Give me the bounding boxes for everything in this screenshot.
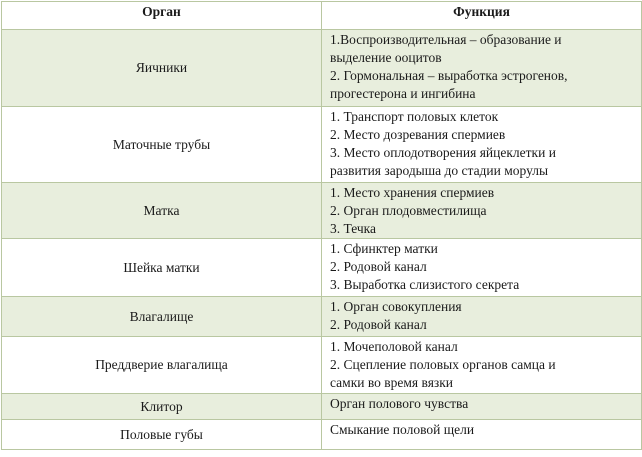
- function-line: 1. Транспорт половых клеток: [330, 109, 499, 124]
- organ-function-table: [1, 1, 642, 450]
- organ-cell: Яичники: [2, 30, 322, 107]
- organ-cell: Влагалище: [2, 297, 322, 337]
- organ-cell: Матка: [2, 183, 322, 239]
- function-line: 2. Родовой канал: [330, 259, 427, 274]
- table-row: [2, 394, 642, 420]
- table-row: [2, 107, 642, 183]
- table-row: [2, 183, 642, 239]
- function-line: 1. Место хранения спермиев: [330, 185, 495, 200]
- function-line: 2. Родовой канал: [330, 317, 427, 332]
- organ-cell: Шейка матки: [2, 239, 322, 297]
- function-line: 1. Орган совокупления: [330, 299, 462, 314]
- function-cell: [322, 107, 642, 183]
- function-line: 2. Гормональная – выработка эстрогенов,: [330, 68, 568, 83]
- table-row: [2, 297, 642, 337]
- header-function: Функция: [322, 2, 642, 30]
- function-cell: [322, 183, 642, 239]
- table-header-row: [2, 2, 642, 30]
- function-cell: [322, 420, 642, 450]
- function-line: 2. Место дозревания спермиев: [330, 127, 506, 142]
- table-row: [2, 30, 642, 107]
- function-line: 1. Мочеполовой канал: [330, 339, 458, 354]
- function-cell: [322, 337, 642, 394]
- table-row: [2, 420, 642, 450]
- function-line: 2. Сцепление половых органов самца и: [330, 357, 556, 372]
- function-line: прогестерона и ингибина: [330, 86, 476, 101]
- function-cell: [322, 394, 642, 420]
- function-line: 1. Сфинктер матки: [330, 241, 438, 256]
- function-line: 3. Течка: [330, 221, 377, 236]
- organ-cell: Клитор: [2, 394, 322, 420]
- function-line: Орган полового чувства: [330, 396, 469, 411]
- function-line: 3. Место оплодотворения яйцеклетки и: [330, 145, 556, 160]
- header-organ: Орган: [2, 2, 322, 30]
- function-cell: [322, 30, 642, 107]
- function-line: Смыкание половой щели: [330, 422, 475, 437]
- organ-cell: Половые губы: [2, 420, 322, 450]
- function-line: 2. Орган плодовместилища: [330, 203, 487, 218]
- table-row: [2, 239, 642, 297]
- organ-cell: Преддверие влагалища: [2, 337, 322, 394]
- function-line: 3. Выработка слизистого секрета: [330, 277, 520, 292]
- function-line: 1.Воспроизводительная – образование и: [330, 32, 562, 47]
- organ-cell: Маточные трубы: [2, 107, 322, 183]
- function-line: самки во время вязки: [330, 375, 454, 390]
- function-cell: [322, 239, 642, 297]
- function-cell: [322, 297, 642, 337]
- table-row: [2, 337, 642, 394]
- function-line: развития зародыша до стадии морулы: [330, 163, 549, 178]
- function-line: выделение ооцитов: [330, 50, 442, 65]
